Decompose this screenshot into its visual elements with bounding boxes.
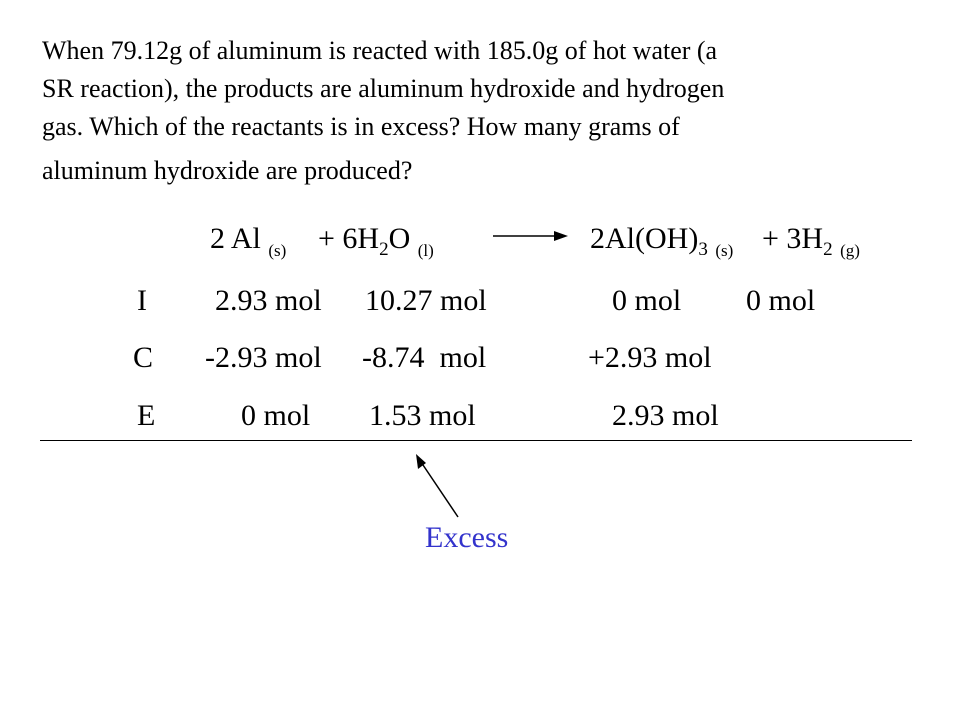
cell-aloh3: +2.93 mol bbox=[588, 341, 712, 374]
problem-line: When 79.12g of aluminum is reacted with 185.0g of hot water (a bbox=[42, 36, 718, 65]
cell-h2o: -8.74 mol bbox=[362, 341, 487, 374]
state-liquid: (l) bbox=[417, 241, 434, 260]
state-gas: (g) bbox=[840, 241, 860, 260]
cell-h2o: 10.27 mol bbox=[365, 284, 487, 317]
subscript: 3 bbox=[698, 239, 708, 260]
cell-al: 2.93 mol bbox=[215, 284, 322, 317]
cell-al: -2.93 mol bbox=[205, 341, 322, 374]
reactant-water: + $6H_2O$ $_{(l)}$ bbox=[318, 222, 434, 260]
reactant-aluminum: 2 Al $_{(s)}$ bbox=[210, 222, 287, 260]
row-label: E bbox=[137, 399, 156, 432]
reaction-arrow bbox=[493, 231, 568, 241]
row-label: I bbox=[137, 284, 147, 317]
problem-line: SR reaction), the products are aluminum hydroxide and hydrogen bbox=[42, 74, 725, 103]
problem-line: gas. Which of the reactants is in excess? How many grams of bbox=[42, 112, 680, 141]
excess-label: Excess bbox=[425, 521, 509, 554]
subscript: 2 bbox=[379, 239, 389, 260]
state-solid: (s) bbox=[715, 241, 734, 260]
cell-h2: 0 mol bbox=[746, 284, 816, 317]
product-aluminum-hydroxide: $2Al(OH)_3$ $_{(s)}$ bbox=[590, 222, 734, 260]
cell-al: 0 mol bbox=[241, 399, 311, 432]
product-hydrogen: + $3H_2$ $_{(g)}$ bbox=[762, 222, 860, 260]
cell-aloh3: 0 mol bbox=[612, 284, 682, 317]
row-label: C bbox=[133, 341, 154, 374]
excess-pointer-arrow bbox=[416, 454, 458, 517]
subscript: 2 bbox=[823, 239, 833, 260]
state-solid: (s) bbox=[268, 241, 287, 260]
cell-aloh3: 2.93 mol bbox=[612, 399, 719, 432]
cell-h2o: 1.53 mol bbox=[369, 399, 476, 432]
problem-line: aluminum hydroxide are produced? bbox=[42, 156, 413, 185]
